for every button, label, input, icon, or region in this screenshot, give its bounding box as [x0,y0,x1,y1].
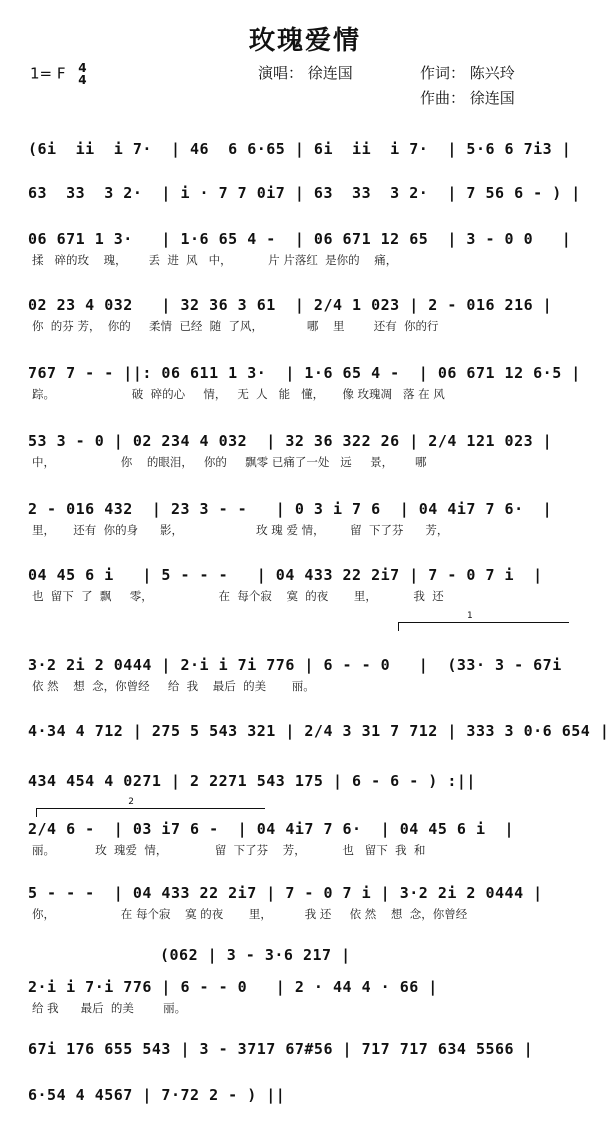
lyrics-line: 丽。 玫 瑰爱 情， 留 下了芬 芳， 也 留下 我 和 [32,843,426,857]
lyrics-line: 给 我 最后 的美 丽。 [32,1001,187,1015]
lyrics-line: 也 留下 了 飘 零， 在 每个寂 寞 的夜 里， 我 还 [32,589,444,603]
lyrics-line: 你 的芬 芳， 你的 柔情 已经 随 了风， 哪 里 还有 你的行 [32,319,439,333]
time-bottom: 4 [78,73,87,87]
volta-2: 2 [36,808,265,817]
notation-line: 434 454 4 0271 | 2 2271 543 175 | 6 - 6 - ) :|| [28,772,476,790]
lyricist-credit: 作词： 陈兴玲 [420,64,515,82]
notation-line: 6·54 4 4567 | 7·72 2 - ) || [28,1086,286,1104]
lyrics-line: 里， 还有 你的身 影， 玫 瑰 爱 情， 留 下了芬 芳， [32,523,449,537]
notation-line: 2·i i 7·i 776 | 6 - - 0 | 2 · 44 4 · 66 | [28,978,438,996]
singer-credit: 演唱： 徐连国 [258,64,353,82]
time-top: 4 [78,61,87,75]
notation-line: (6i ii i 7· | 46 6 6·65 | 6i ii i 7· | 5·6 6 7i3 | [28,140,572,158]
lyrics-line: 依 然 想 念，你曾经 给 我 最后 的美 丽。 [32,679,315,693]
notation-line: 767 7 - - ||: 06 611 1 3· | 1·6 65 4 - | 06 671 12 6·5 | [28,364,581,382]
notation-line: 3·2 2i 2 0444 | 2·i i 7i 776 | 6 - - 0 | (33· 3 - 67i [28,656,562,674]
notation-line: 53 3 - 0 | 02 234 4 032 | 32 36 322 26 | 2/4 121 023 | [28,432,553,450]
lyrics-line: 中， 你 的眼泪， 你的 飘零 已痛了一处 远 景， 哪 [32,455,427,469]
notation-line: 2/4 6 - | 03 i7 6 - | 04 4i7 7 6· | 04 45 6 i | [28,820,515,838]
lyrics-line: 揉 碎的玫 瑰， 丢 进 风 中， 片 片落红 是你的 痛， [32,253,398,267]
key-label: 1= F [30,64,66,83]
composer-credit: 作曲： 徐连国 [420,89,515,107]
notation-line: 63 33 3 2· | i · 7 7 0i7 | 63 33 3 2· | 7 56 6 - ) | [28,184,581,202]
notation-line: 67i 176 655 543 | 3 - 3717 67#56 | 717 717 634 5566 | [28,1040,534,1058]
notation-line: (062 | 3 - 3·6 217 | [160,946,351,964]
notation-line: 02 23 4 032 | 32 36 3 61 | 2/4 1 023 | 2 - 016 216 | [28,296,553,314]
notation-line: 2 - 016 432 | 23 3 - - | 0 3 i 7 6 | 04 4i7 7 6· | [28,500,553,518]
notation-line: 06 671 1 3· | 1·6 65 4 - | 06 671 12 65 | 3 - 0 0 | [28,230,572,248]
time-signature [78,62,86,86]
key-signature [30,62,87,86]
notation-line: 04 45 6 i | 5 - - - | 04 433 22 2i7 | 7 - 0 7 i | [28,566,543,584]
notation-line: 5 - - - | 04 433 22 2i7 | 7 - 0 7 i | 3·2 2i 2 0444 | [28,884,543,902]
lyrics-line: 踪。 破 碎的心 情， 无 人 能 懂， 像 玫瑰凋 落 在 风 [32,387,445,401]
notation-line: 4·34 4 712 | 275 5 543 321 | 2/4 3 31 7 712 | 333 3 0·6 654 | [28,722,610,740]
lyrics-line: 你， 在 每个寂 寞 的夜 里， 我 还 依 然 想 念，你曾经 [32,907,468,921]
volta-1: 1 [398,622,569,631]
song-title: 玫瑰爱情 [248,26,361,56]
